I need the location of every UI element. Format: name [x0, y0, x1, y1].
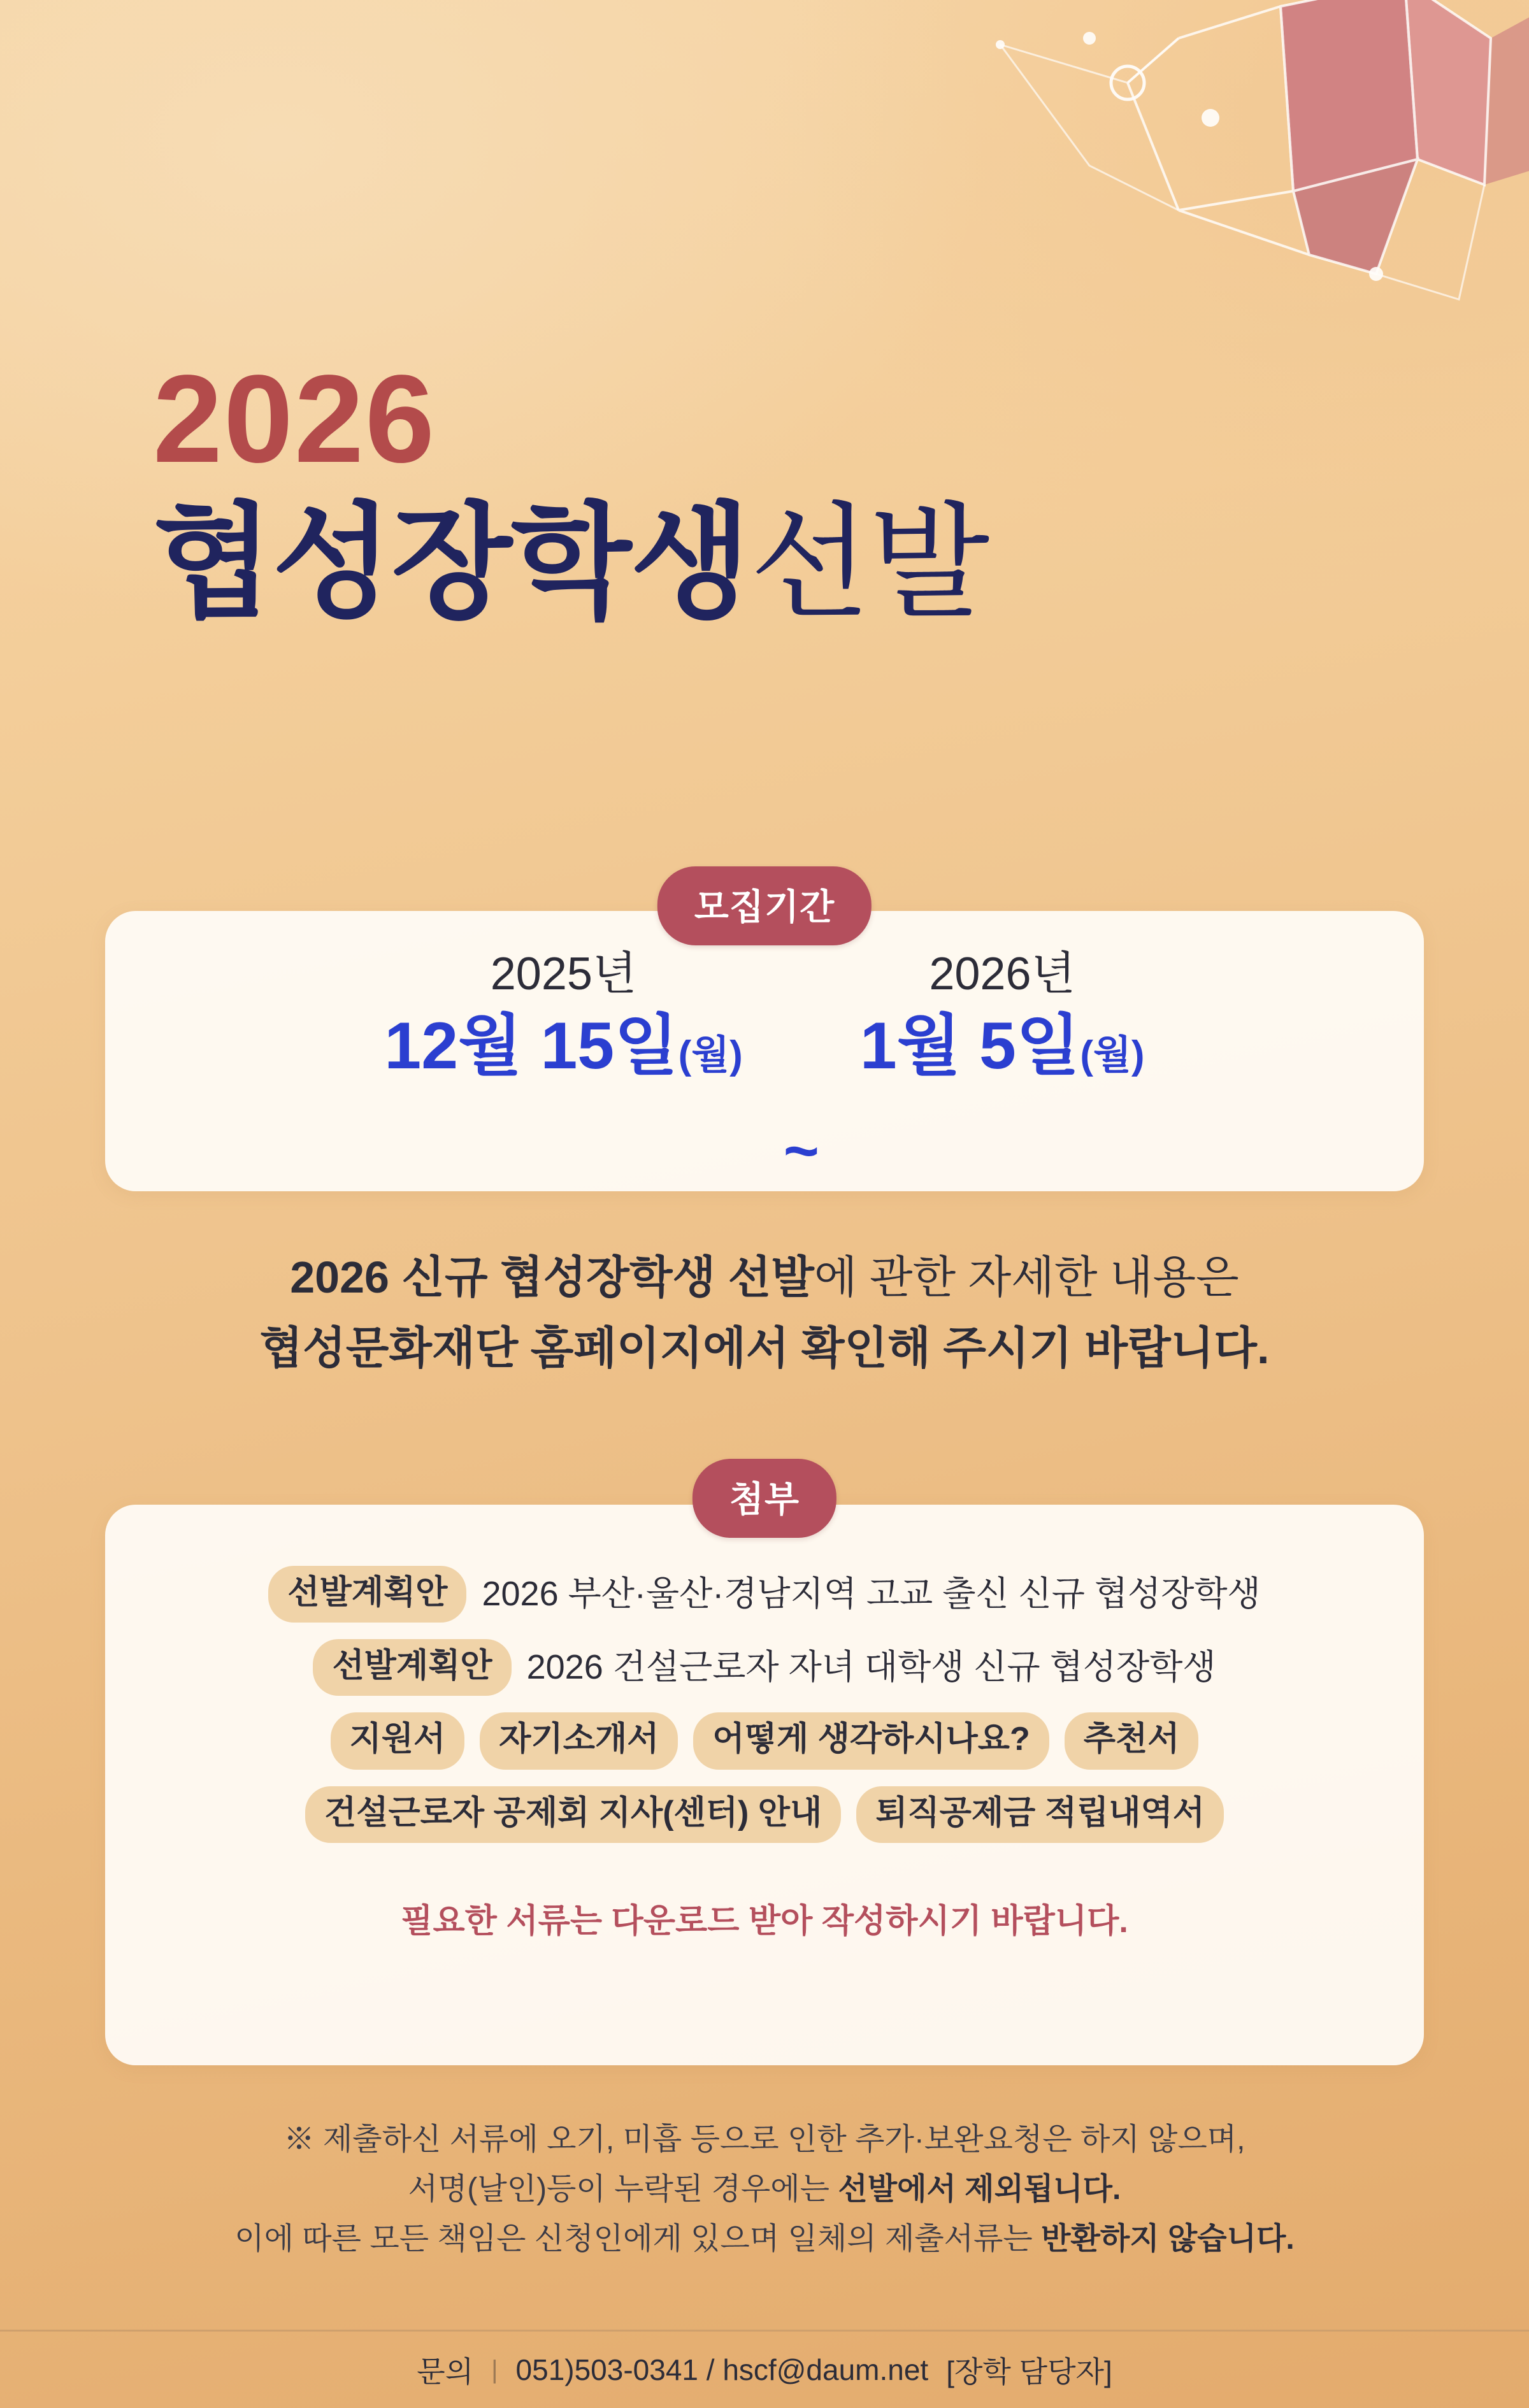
contact-footer	[0, 2330, 1529, 2408]
contact-label: 문의	[417, 2355, 474, 2388]
attachment-tag-application[interactable]: 지원서	[331, 1712, 465, 1769]
period-end-dow: (월)	[1080, 1033, 1145, 1078]
notice-line-2: 협성문화재단 홈페이지에서 확인해 주시기 바랍니다.	[259, 1322, 1270, 1373]
page-title-light: 선발	[749, 493, 989, 633]
period-end-date	[860, 1010, 1145, 1082]
contact-divider: |	[491, 2355, 498, 2384]
attachment-tag[interactable]: 선발계획안	[313, 1639, 511, 1696]
period-separator: ~	[783, 1117, 819, 1185]
decorative-polygon-graphic	[733, 0, 1529, 357]
headline-block	[0, 349, 1529, 633]
period-start-dow: (월)	[678, 1033, 743, 1078]
period-start-year: 2025년	[490, 949, 637, 1000]
caution-line-2-pre: 서명(날인)등이 누락된 경우에는	[408, 2172, 838, 2206]
notice-paragraph	[0, 1242, 1529, 1383]
attachment-tag-opinion[interactable]: 어떻게 생각하시나요?	[693, 1712, 1049, 1769]
caution-line-3	[0, 2214, 1529, 2264]
attachments-panel	[105, 1505, 1424, 2065]
period-badge: 모집기간	[657, 866, 872, 945]
period-start-date-text: 12월 15일	[384, 1009, 678, 1084]
caution-line-2-bold: 선발에서 제외됩니다.	[838, 2172, 1121, 2206]
caution-line-2	[0, 2165, 1529, 2214]
attachment-tag-row	[331, 1712, 1199, 1769]
attachments-footer-note: 필요한 서류는 다운로드 받아 작성하시기 바랍니다.	[401, 1902, 1128, 1940]
page-title-bold: 협성장학생	[153, 493, 750, 633]
attachment-tag-recommendation[interactable]: 추천서	[1065, 1712, 1199, 1769]
contact-person: [장학 담당자]	[946, 2355, 1112, 2388]
attachment-label: 2026 부산·울산·경남지역 고교 출신 신규 협성장학생	[482, 1574, 1261, 1613]
attachments-badge: 첨부	[693, 1459, 836, 1538]
poster-year: 2026	[153, 349, 436, 489]
attachment-tag-retirement-statement[interactable]: 퇴직공제금 적립내역서	[856, 1786, 1224, 1843]
attachment-tag-row	[305, 1786, 1224, 1843]
caution-line-3-pre: 이에 따른 모든 책임은 신청인에게 있으며 일체의 제출서류는	[234, 2221, 1042, 2256]
attachment-tag[interactable]: 선발계획안	[268, 1566, 466, 1623]
notice-line-1-rest: 에 관한 자세한 내용은	[814, 1252, 1239, 1302]
notice-line-1-bold: 2026 신규 협성장학생 선발	[290, 1252, 814, 1302]
attachment-row	[313, 1639, 1216, 1696]
page-title	[153, 493, 1529, 633]
period-end	[860, 949, 1145, 1083]
attachment-tag-self-intro[interactable]: 자기소개서	[480, 1712, 678, 1769]
period-start	[384, 949, 742, 1083]
attachment-row	[268, 1566, 1260, 1623]
cautions-block	[0, 2115, 1529, 2263]
contact-value[interactable]: 051)503-0341 / hscf@daum.net	[515, 2353, 929, 2386]
period-end-date-text: 1월 5일	[859, 1009, 1080, 1084]
period-panel	[105, 911, 1424, 1191]
period-start-date	[384, 1010, 742, 1082]
notice-line-1	[0, 1242, 1529, 1313]
period-end-year: 2026년	[929, 949, 1076, 1000]
attachment-label: 2026 건설근로자 자녀 대학생 신규 협성장학생	[526, 1648, 1216, 1687]
caution-line-3-bold: 반환하지 않습니다.	[1041, 2221, 1295, 2256]
caution-line-1: ※ 제출하신 서류에 오기, 미흡 등으로 인한 추가·보완요청은 하지 않으며,	[284, 2123, 1245, 2156]
attachment-tag-branch-guide[interactable]: 건설근로자 공제회 지사(센터) 안내	[305, 1786, 841, 1843]
